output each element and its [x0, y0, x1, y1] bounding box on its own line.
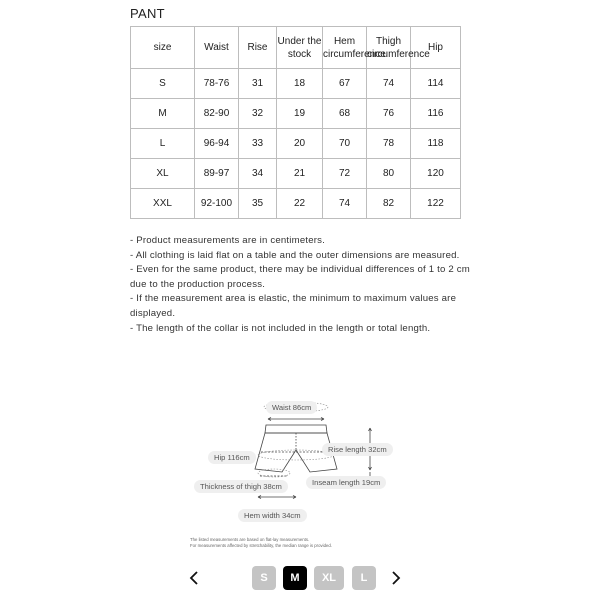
- table-cell: S: [131, 69, 195, 99]
- table-cell: 20: [277, 129, 323, 159]
- chevron-left-icon: [189, 570, 199, 586]
- column-header-thigh: [367, 27, 430, 69]
- table-cell: 22: [277, 189, 323, 219]
- table-cell: 72: [323, 159, 367, 189]
- table-cell: 68: [323, 99, 367, 129]
- next-button[interactable]: [389, 566, 403, 590]
- table-cell: 35: [239, 189, 277, 219]
- inseam-label: Inseam length 19cm: [306, 476, 386, 489]
- previous-button[interactable]: [187, 566, 201, 590]
- table-row: [131, 129, 461, 159]
- table-cell: 70: [323, 129, 367, 159]
- table-cell: 74: [367, 69, 411, 99]
- table-cell: 92-100: [195, 189, 239, 219]
- column-header-waist: Waist: [195, 27, 239, 69]
- table-cell: 116: [411, 99, 461, 129]
- table-row: [131, 159, 461, 189]
- column-header-under-stock: [277, 27, 323, 69]
- note-line: - Product measurements are in centimeters.: [130, 235, 326, 246]
- column-header-hip: Hip: [411, 27, 461, 69]
- table-cell: 120: [411, 159, 461, 189]
- table-cell: 76: [367, 99, 411, 129]
- table-row: [131, 69, 461, 99]
- table-cell: 74: [323, 189, 367, 219]
- size-button-m[interactable]: M: [283, 566, 307, 590]
- size-chart-table: [130, 26, 461, 219]
- table-cell: 96-94: [195, 129, 239, 159]
- rise-label: Rise length 32cm: [322, 443, 393, 456]
- table-cell: 67: [323, 69, 367, 99]
- table-cell: 78: [367, 129, 411, 159]
- table-cell: 34: [239, 159, 277, 189]
- measurement-diagram: [186, 392, 396, 524]
- page-title: PANT: [130, 6, 165, 21]
- size-button-l[interactable]: L: [352, 566, 376, 590]
- table-cell: 21: [277, 159, 323, 189]
- table-cell: 82: [367, 189, 411, 219]
- column-header-size: size: [131, 27, 195, 69]
- note-line: - The length of the collar is not included in the length or total length.: [130, 322, 431, 334]
- size-button-xl[interactable]: XL: [314, 566, 344, 590]
- table-cell: 19: [277, 99, 323, 129]
- note-line: - If the measurement area is elastic, the minimum to maximum values are displayed.: [130, 293, 457, 319]
- column-header-hem: [323, 27, 386, 69]
- table-cell: L: [131, 129, 195, 159]
- fine-print: [190, 537, 332, 548]
- chevron-right-icon: [391, 570, 401, 586]
- column-header-label: Under the stock: [277, 35, 322, 60]
- column-header-label: Hem circumference: [323, 35, 386, 60]
- table-row: [131, 189, 461, 219]
- table-cell: 118: [411, 129, 461, 159]
- table-header-row: [131, 27, 461, 69]
- measurement-notes: [130, 234, 470, 336]
- table-cell: 31: [239, 69, 277, 99]
- table-cell: XXL: [131, 189, 195, 219]
- thigh-label: Thickness of thigh 38cm: [194, 480, 288, 493]
- table-cell: XL: [131, 159, 195, 189]
- size-button-s[interactable]: S: [252, 566, 276, 590]
- fine-print-line: The listed measurements are based on flat-lay measurements.: [190, 537, 310, 542]
- table-row: [131, 99, 461, 129]
- table-cell: 78-76: [195, 69, 239, 99]
- table-cell: 122: [411, 189, 461, 219]
- table-cell: 114: [411, 69, 461, 99]
- table-cell: 33: [239, 129, 277, 159]
- note-line: - Even for the same product, there may be individual differences of 1 to 2 cm due to the production process.: [130, 264, 470, 290]
- hip-label: Hip 116cm: [208, 451, 256, 464]
- table-cell: 89-97: [195, 159, 239, 189]
- column-header-label: Thigh circumference: [367, 35, 430, 60]
- hem-label: Hem width 34cm: [238, 509, 307, 522]
- note-line: - All clothing is laid flat on a table and the outer dimensions are measured.: [130, 249, 460, 261]
- table-cell: 32: [239, 99, 277, 129]
- table-cell: 80: [367, 159, 411, 189]
- table-cell: M: [131, 99, 195, 129]
- column-header-rise: Rise: [239, 27, 277, 69]
- waist-label: Waist 86cm: [266, 401, 317, 414]
- table-cell: 82-90: [195, 99, 239, 129]
- fine-print-line: For measurements affected by stretchability, the median range is provided.: [190, 542, 332, 548]
- table-cell: 18: [277, 69, 323, 99]
